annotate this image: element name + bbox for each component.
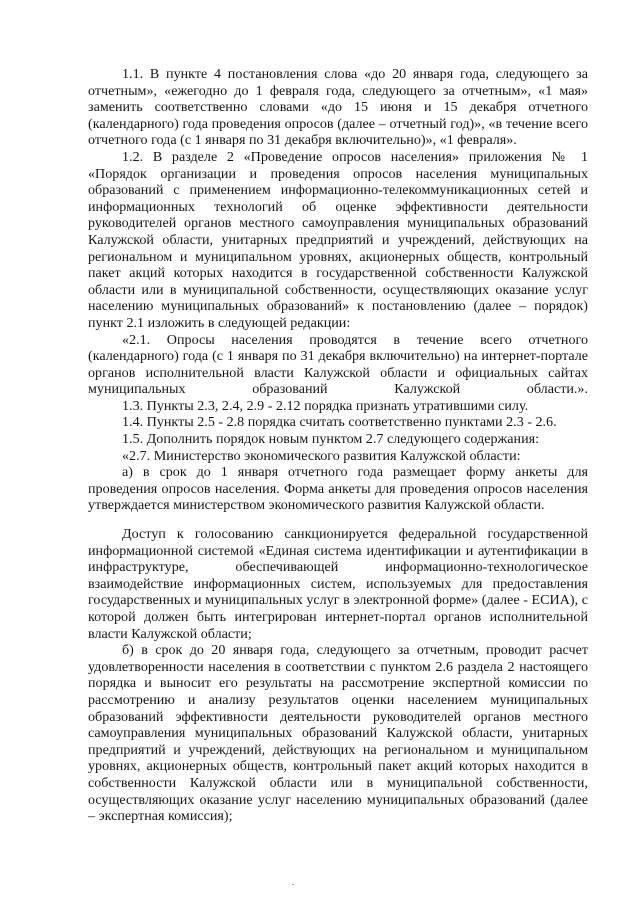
scan-speck [292, 884, 294, 885]
paragraph-access-esia: Доступ к голосованию санкционируется федеральной государственной информационной системой «Единая система идентификации и аутентификации в инфраструктуре, обеспечивающей информационно-технологическое взаимодействие информационных систем, используемых для предоставления государственных и муниципальных услуг в электронной форме» (далее - ЕСИА), с которой должен быть интегрирован интернет-портал органов исполнительной власти Калужской области; [88, 526, 588, 642]
paragraph-1-3: 1.3. Пункты 2.3, 2.4, 2.9 - 2.12 порядка признать утратившими силу. [122, 397, 529, 414]
paragraph-1-5: 1.5. Дополнить порядок новым пунктом 2.7 следующего содержания: [122, 431, 540, 448]
paragraph-item-b: б) в срок до 20 января года, следующего за отчетным, проводит расчет удовлетворенности населения в соответствии с пунктом 2.6 раздела 2 настоящего порядка и выносит его результаты на рассмотрение экспертной комиссии по рассмотрению и анализу результатов оценки населением муниципальных образований эффективности деятельности руководителей органов местного самоуправления муниципальных образований Калужской области, унитарных предприятий и учреждений, действующих на региональном и муниципальном уровнях, акционерных обществ, контрольный пакет акций которых находится в собственности Калужской области или в муниципальной собственности, осуществляющих оказание услуг населению муниципальных образований (далее – экспертная комиссия); [88, 642, 588, 825]
document-body [88, 66, 588, 825]
paragraph-1-1: 1.1. В пункте 4 постановления слова «до 20 января года, следующего за отчетным», «ежегодно до 1 февраля года, следующего за отчетным», «1 мая» заменить соответственно словами «до 15 июня и 15 декабря отчетного (календарного) года проведения опросов (далее – отчетный год)», «в течение всего отчетного года (с 1 января по 31 декабря включительно)», «1 февраля». [88, 66, 588, 149]
paragraph-2-1-quote: «2.1. Опросы населения проводятся в течение всего отчетного (календарного) года (с 1 января по 31 декабря включительно) на интернет-портале органов исполнительной власти Калужской области и официальных сайтах муниципальных образований Калужской области.». [88, 331, 588, 398]
paragraph-2-7-heading: «2.7. Министерство экономического развития Калужской области: [122, 447, 521, 464]
paragraph-1-2: 1.2. В разделе 2 «Проведение опросов населения» приложения № 1 «Порядок организации и проведения опросов населения муниципальных образований с применением информационно-телекоммуникационных сетей и информационных технологий об оценке эффективности деятельности руководителей органов местного самоуправления муниципальных образований Калужской области, унитарных предприятий и учреждений, действующих на региональном и муниципальном уровнях, акционерных обществ, контрольный пакет акций которых находится в государственной собственности Калужской области или в муниципальной собственности, осуществляющих оказание услуг населению муниципальных образований» к постановлению (далее – порядок) пункт 2.1 изложить в следующей редакции: [88, 148, 588, 331]
paragraph-1-4: 1.4. Пункты 2.5 - 2.8 порядка считать соответственно пунктами 2.3 - 2.6. [122, 414, 557, 431]
paragraph-item-a: а) в срок до 1 января отчетного года размещает форму анкеты для проведения опросов населения. Форма анкеты для проведения опросов населения утверждается министерством экономического развития Калужской области. [88, 464, 588, 514]
